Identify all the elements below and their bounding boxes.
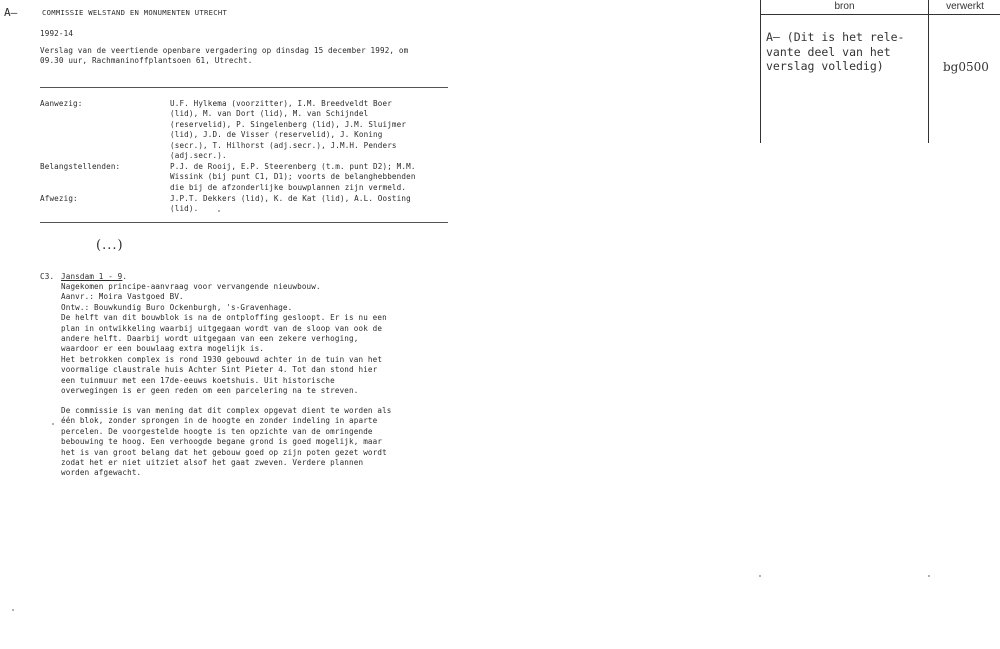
description-line: voormalige claustrale huis Achter Sint Pieter 4. Tot dan stond hier xyxy=(61,365,378,375)
opinion-line: De commissie is van mening dat dit complex opgevat dient te worden als xyxy=(61,406,392,415)
attendance-line: (lid). xyxy=(170,204,199,214)
attendance-line: (reservelid), P. Singelenberg (lid), J.M. Sluijmer xyxy=(170,119,407,129)
scan-speck xyxy=(218,210,220,212)
opinion-line: percelen. De voorgestelde hoogte is ten opzichte van de omringende xyxy=(61,426,373,436)
commission-opinion xyxy=(61,406,461,479)
attendance-line: P.J. de Rooij, E.P. Steerenberg (t.m. punt D2); M.M. xyxy=(170,162,416,171)
description-line: plan in ontwikkeling waarbij uitgegaan wordt van de sloop van ook de xyxy=(61,323,383,333)
attendance-label-interested: Belangstellenden: xyxy=(40,162,121,171)
description-line: waardoor er een bouwlaag extra mogelijk is. xyxy=(61,344,265,354)
attendance-line: U.F. Hylkema (voorzitter), I.M. Breedveldt Boer xyxy=(170,99,392,108)
description-line: Aanvr.: Moira Vastgoed BV. xyxy=(61,292,184,302)
item-description xyxy=(61,282,461,396)
item-heading xyxy=(61,272,127,282)
source-marker: A— xyxy=(4,6,18,19)
scan-speck xyxy=(12,609,14,611)
column-divider xyxy=(928,14,929,143)
description-line: Ontw.: Bouwkundig Buro Ockenburgh, 's-Gravenhage. xyxy=(61,302,293,312)
divider xyxy=(40,87,448,88)
attendance-line: die bij de afzonderlijke bouwplannen zijn vermeld. xyxy=(170,182,407,192)
opinion-line: zodat het er niet uitziet alsof het gaat zweven. Verdere plannen xyxy=(61,458,364,468)
organization-heading: COMMISSIE WELSTAND EN MONUMENTEN UTRECHT xyxy=(42,8,228,17)
description-line: overwegingen is er geen reden om een parcelering na te streven. xyxy=(61,386,359,396)
description-line: Nagekomen principe-aanvraag voor vervangende nieuwbouw. xyxy=(61,282,321,291)
scan-speck xyxy=(52,423,54,425)
attendance-label-absent: Afwezig: xyxy=(40,194,78,203)
attendance-absent-list xyxy=(170,194,455,215)
attendance-present-list xyxy=(170,99,455,161)
attendance-line: (lid), J.D. de Visser (reservelid), J. Koning xyxy=(170,130,383,140)
description-line: De helft van dit bouwblok is na de ontploffing gesloopt. Er is nu een xyxy=(61,313,387,323)
item-number: C3. xyxy=(40,272,55,281)
opinion-line: worden afgewacht. xyxy=(61,468,142,478)
source-column-header: bron xyxy=(761,0,929,15)
item-title: Jansdam 1 - 9 xyxy=(61,272,123,281)
description-line: Het betrokken complex is rond 1930 gebouwd achter in de tuin van het xyxy=(61,354,383,364)
attendance-interested-list xyxy=(170,162,455,193)
attendance-line: Wissink (bij punt C1, D1); voorts de belanghebbenden xyxy=(170,172,416,182)
item-title-suffix: . xyxy=(122,272,128,281)
scan-speck xyxy=(928,575,930,577)
attendance-line: (secr.), T. Hilhorst (adj.secr.), J.M.H. Penders xyxy=(170,140,397,150)
description-line: andere helft. Daarbij wordt uitgegaan van een zekere verhoging, xyxy=(61,334,359,344)
attendance-line: (lid), M. van Dort (lid), M. van Schijndel xyxy=(170,109,369,119)
omission-ellipsis: (...) xyxy=(96,238,124,253)
source-box xyxy=(760,0,1000,143)
divider xyxy=(40,222,448,223)
opinion-line: één blok, zonder sprongen in de hoogte en zonder indeling in aparte xyxy=(61,416,378,426)
attendance-line: (adj.secr.). xyxy=(170,151,227,161)
report-code: 1992-14 xyxy=(40,29,74,38)
report-line: Verslag van de veertiende openbare vergadering op dinsdag 15 december 1992, om xyxy=(40,46,409,55)
attendance-label-present: Aanwezig: xyxy=(40,99,83,108)
report-line: 09.30 uur, Rachmaninoffplantsoen 61, Utrecht. xyxy=(40,56,253,66)
processed-column-header: verwerkt xyxy=(929,0,1000,15)
scan-speck xyxy=(759,575,761,577)
description-line: een tuinmuur met een 17de-eeuws koetshuis. Uit historische xyxy=(61,375,335,385)
opinion-line: het is van groot belang dat het gebouw goed op zijn poten gezet wordt xyxy=(61,447,387,457)
report-description xyxy=(40,46,460,67)
processed-value: bg0500 xyxy=(943,60,989,74)
opinion-line: bebouwing te hoog. Een verhoogde begane grond is goed mogelijk, maar xyxy=(61,437,383,447)
source-note: A— (Dit is het rele- vante deel van het verslag volledig) xyxy=(766,30,905,73)
attendance-line: J.P.T. Dekkers (lid), K. de Kat (lid), A.L. Oosting xyxy=(170,194,411,203)
